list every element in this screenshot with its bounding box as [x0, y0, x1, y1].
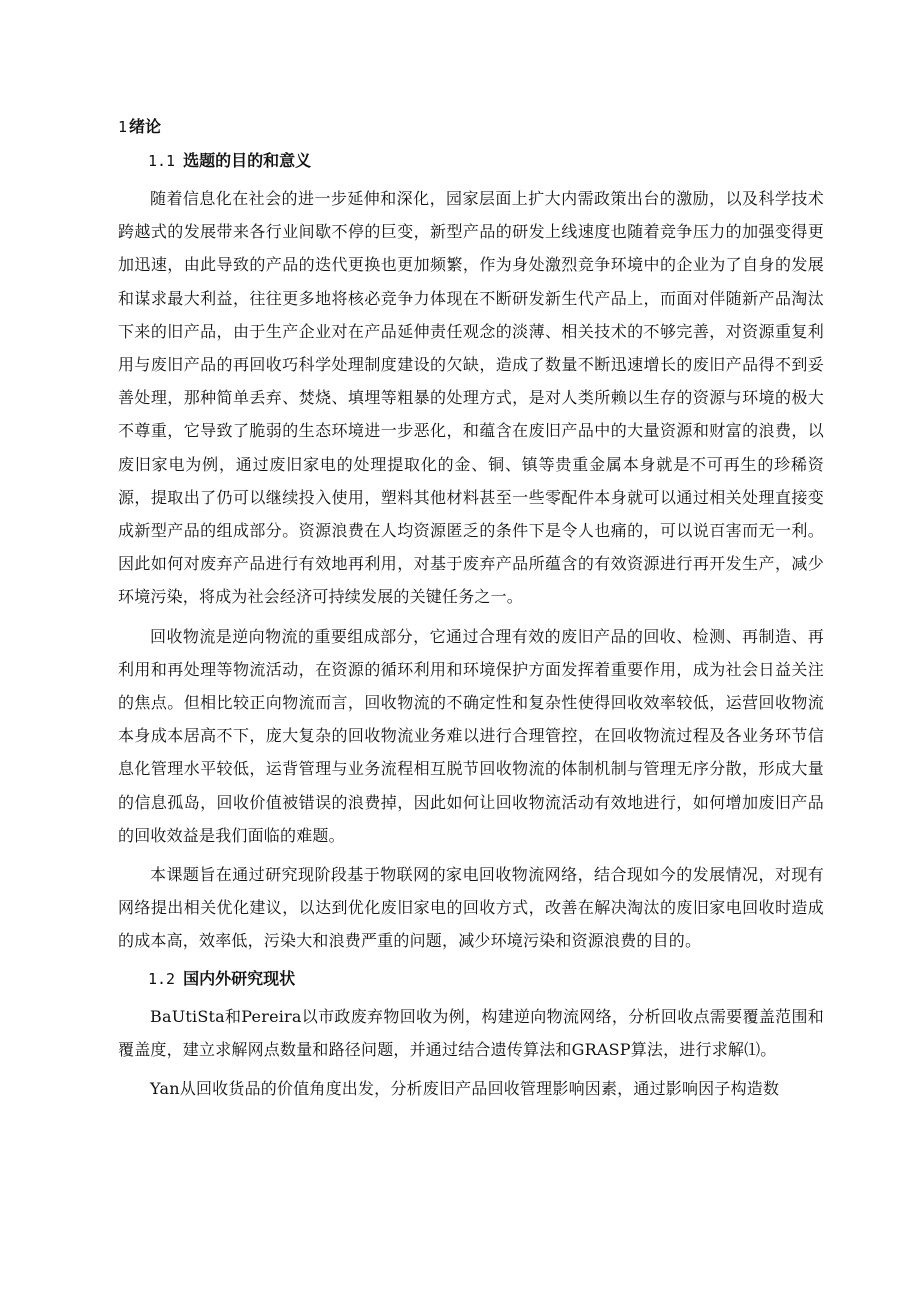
document-page	[118, 112, 824, 1111]
section-title: 选题的目的和意义	[183, 151, 312, 170]
paragraph: 回收物流是逆向物流的重要组成部分，它通过合理有效的废旧产品的回收、检测、再制造、再利用和再处理等物流活动，在资源的循环利用和环境保护方面发挥着重要作用，成为社会日益关注的焦点。但相比较正向物流而言，回收物流的不确定性和复杂性使得回收效率较低，运营回收物流本身成本居高不下，庞大复杂的回收物流业务难以进行合理管控，在回收物流过程及各业务环节信息化管理水平较低，运背管理与业务流程相互脱节回收物流的体制机制与管理无序分散，形成大量的信息孤岛，回收价值被错误的浪费掉，因此如何让回收物流活动有效地进行，如何增加废旧产品的回收效益是我们面临的难题。	[118, 626, 824, 845]
chapter-title: 绪论	[129, 117, 162, 136]
chapter-heading	[118, 112, 824, 142]
paragraph: Yan从回收货品的价值角度出发，分析废旧产品回收管理影响因素，通过影响因子构造数	[150, 1079, 780, 1099]
section-number: 1.2	[148, 969, 176, 988]
chapter-number: 1	[118, 118, 128, 136]
paragraph: 本课题旨在通过研究现阶段基于物联网的家电回收物流网络，结合现如今的发展情况，对现有网络提出相关优化建议，以达到优化废旧家电的回收方式，改善在解决淘汰的废旧家电回收时造成的成本高，效率低，污染大和浪费严重的问题，减少环境污染和资源浪费的目的。	[118, 865, 824, 951]
section-title: 国内外研究现状	[183, 968, 296, 988]
paragraph: BaUtiSta和Pereira以市政废弃物回收为例，构建逆向物流网络，分析回收点需要覆盖范围和覆盖度，建立求解网点数量和路径问题，并通过结合遗传算法和GRASP算法，进行求解⑴。	[118, 1006, 824, 1059]
section-number: 1.1	[148, 152, 176, 170]
paragraph: 随着信息化在社会的进一步延伸和深化，园家层面上扩大内需政策出台的激励，以及科学技术跨越式的发展带来各行业间歇不停的巨变，新型产品的研发上线速度也随着竞争压力的加强变得更加迅速，由此导致的产品的迭代更换也更加频繁，作为身处激烈竞争环境中的企业为了自身的发展和谋求最大利益，往往更多地将核必竞争力体现在不断研发新生代产品上，而面对伴随新产品淘汰下来的旧产品，由于生产企业对在产品延伸责任观念的淡薄、相关技术的不够完善，对资源重复利用与废旧产品的再回收巧科学处理制度建设的欠缺，造成了数量不断迅速增长的废旧产品得不到妥善处理，那种简单丢弃、焚烧、填埋等粗暴的处理方式，是对人类所赖以生存的资源与环境的极大不尊重，它导致了脆弱的生态环境进一步恶化，和蕴含在废旧产品中的大量资源和财富的浪费，以废旧家电为例，通过废旧家电的处理提取化的金、铜、镇等贵重金属本身就是不可再生的珍稀资源，提取出了仍可以继续投入使用，塑料其他材料甚至一些零配件本身就可以通过相关处理直接变成新型产品的组成部分。资源浪费在人均资源匿乏的条件下是令人也痛的，可以说百害而无一利。因此如何对废弃产品进行有效地再利用，对基于废弃产品所蕴含的有效资源进行再开发生产，减少环境污染，将成为社会经济可持续发展的关键任务之一。	[118, 189, 824, 607]
section-heading-1-2	[148, 964, 824, 994]
section-heading-1-1	[148, 146, 824, 176]
